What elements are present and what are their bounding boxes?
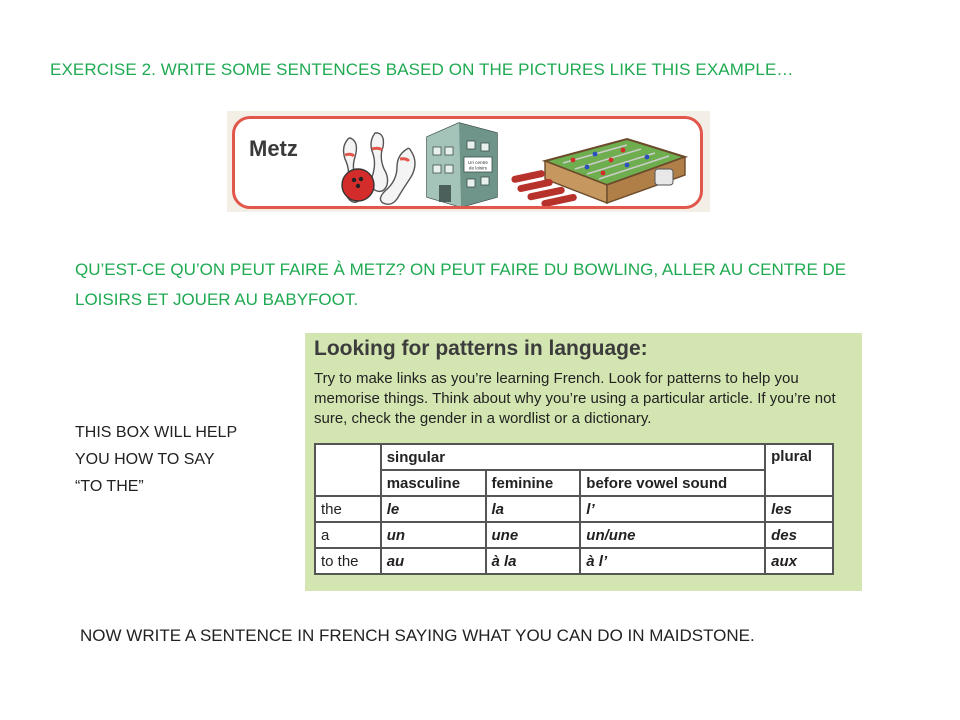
helper-note-line-1: THIS BOX WILL HELP: [75, 424, 238, 441]
helper-note-line-3: “TO THE”: [75, 478, 144, 495]
table-row: [315, 522, 833, 548]
table-subheader-row: [315, 470, 833, 496]
table-cell: la: [486, 496, 581, 522]
table-cell: l’: [580, 496, 765, 522]
masculine-header: masculine: [381, 470, 486, 496]
row-label: to the: [315, 548, 381, 574]
table-corner-cell: [315, 444, 381, 496]
svg-text:Un centre: Un centre: [468, 160, 488, 165]
table-cell: un: [381, 522, 486, 548]
leisure-centre-icon: [427, 123, 497, 206]
vowel-header: before vowel sound: [580, 470, 765, 496]
bowling-icon: [342, 133, 415, 204]
table-header-row: [315, 444, 833, 470]
table-cell: les: [765, 496, 833, 522]
helper-note-line-2: YOU HOW TO SAY: [75, 451, 215, 468]
table-cell: à l’: [580, 548, 765, 574]
table-row: [315, 496, 833, 522]
grammar-box: [305, 333, 862, 591]
table-cell: à la: [486, 548, 581, 574]
articles-table: [314, 443, 834, 575]
table-cell: un/une: [580, 522, 765, 548]
row-label: the: [315, 496, 381, 522]
table-football-icon: [511, 139, 685, 206]
singular-header: singular: [381, 444, 765, 470]
table-cell: le: [381, 496, 486, 522]
row-label: a: [315, 522, 381, 548]
final-task-instruction: NOW WRITE A SENTENCE IN FRENCH SAYING WHAT YOU CAN DO IN MAIDSTONE.: [80, 626, 755, 645]
exercise-heading: EXERCISE 2. WRITE SOME SENTENCES BASED ON THE PICTURES LIKE THIS EXAMPLE…: [50, 60, 794, 79]
example-illustrations: [235, 119, 700, 206]
feminine-header: feminine: [486, 470, 581, 496]
table-row: [315, 548, 833, 574]
place-label: Metz: [249, 136, 298, 161]
example-picture-panel: [227, 111, 710, 212]
plural-header: plural: [765, 444, 833, 496]
table-cell: une: [486, 522, 581, 548]
grammar-box-body: Try to make links as you’re learning French. Look for patterns to help you memorise things. Think about why you’re using a particular article. If you’re not sure, check the gender in a wordlist or a dictionary.: [314, 370, 836, 427]
example-answer-text: QU’EST-CE QU’ON PEUT FAIRE À METZ? ON PEUT FAIRE DU BOWLING, ALLER AU CENTRE DE LOISIRS ET JOUER AU BABYFOOT.: [75, 260, 847, 309]
example-picture-frame: [232, 116, 703, 209]
grammar-box-title: Looking for patterns in language:: [314, 337, 648, 360]
helper-note: [75, 419, 285, 500]
table-cell: des: [765, 522, 833, 548]
table-cell: aux: [765, 548, 833, 574]
svg-text:de loisirs: de loisirs: [468, 165, 488, 171]
table-cell: au: [381, 548, 486, 574]
